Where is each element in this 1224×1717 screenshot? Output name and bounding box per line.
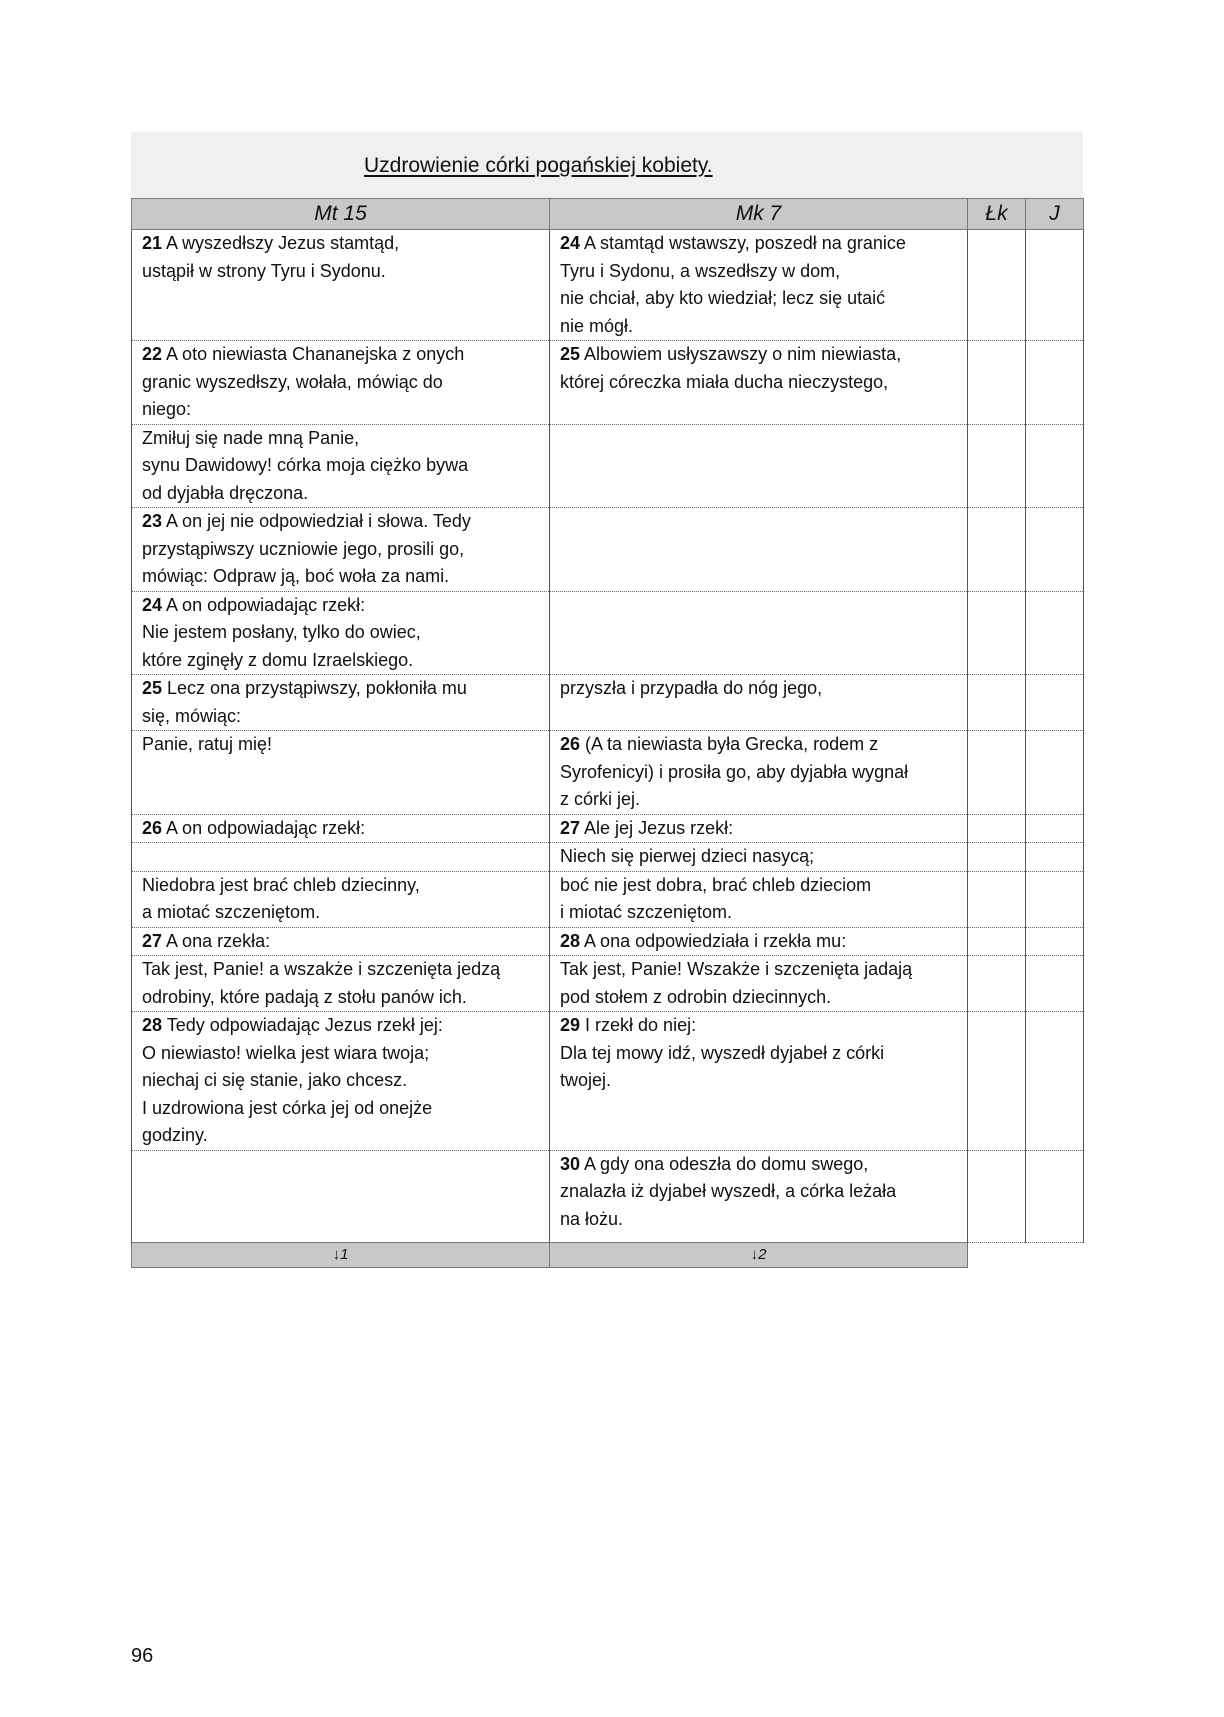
mt-cell [132,424,550,508]
verse-text: A on jej nie odpowiedział i słowa. Tedy przystąpiwszy uczniowie jego, prosili go, mówiąc: Odpraw ją, boć woła za nami. [142,511,471,586]
verse-number: 25 [560,344,581,364]
verse-number: 28 [142,1015,163,1035]
mk-cell [550,424,968,508]
footer-empty [968,1242,1026,1267]
j-cell [1026,1150,1084,1242]
mt-cell [132,341,550,425]
header-row [132,199,1084,230]
j-cell [1026,956,1084,1012]
lk-cell [968,1150,1026,1242]
verse-number: 30 [560,1153,581,1174]
verse-text: Albowiem usłyszawszy o nim niewiasta, której córeczka miała ducha nieczystego, [560,344,902,392]
mt-cell [132,591,550,675]
j-cell [1026,341,1084,425]
j-cell [1026,814,1084,843]
lk-cell [968,1012,1026,1151]
verse-number: 27 [142,930,163,951]
table-row [132,341,1084,425]
verse-text: (A ta niewiasta była Grecka, rodem z Syrofenicyi) i prosiła go, aby dyjabła wygnał z córki jej. [560,734,909,809]
header-j: J [1026,199,1084,230]
mk-cell [550,230,968,341]
mk-cell [550,927,968,956]
verse-number: 24 [560,233,581,253]
verse-text: A ona rzekła: [162,930,271,951]
j-cell [1026,731,1084,815]
j-cell [1026,508,1084,592]
mt-cell [132,1012,550,1151]
mk-cell [550,341,968,425]
verse-text: A stamtąd wstawszy, poszedł na granice Tyru i Sydonu, a wszedłszy w dom, nie chciał, aby kto wiedział; lecz się utaić nie mógł. [560,233,906,336]
table-row [132,871,1084,927]
table-row [132,1150,1084,1242]
footer-mt: ↓1 [132,1242,550,1267]
j-cell [1026,843,1084,872]
page-title: Uzdrowienie córki pogańskiej kobiety. [364,154,713,177]
mk-cell [550,814,968,843]
footer-mk: ↓2 [550,1242,968,1267]
verse-text: I rzekł do niej: Dla tej mowy idź, wyszedł dyjabeł z córki twojej. [560,1015,885,1090]
mt-cell [132,871,550,927]
j-cell [1026,424,1084,508]
footer-row [132,1242,1084,1267]
mt-cell [132,843,550,872]
mt-cell [132,814,550,843]
mk-cell [550,843,968,872]
verse-text: A on odpowiadając rzekł: [162,817,366,838]
table-row [132,843,1084,872]
j-cell [1026,871,1084,927]
synopsis-table [131,198,1084,1268]
page-number: 96 [131,1645,154,1667]
mk-cell [550,1150,968,1242]
lk-cell [968,927,1026,956]
verse-text: boć nie jest dobra, brać chleb dzieciom i miotać szczeniętom. [560,874,872,922]
title-band [131,132,1083,198]
mk-cell [550,1012,968,1151]
lk-cell [968,591,1026,675]
verse-number: 21 [142,233,163,253]
footer-empty [1026,1242,1084,1267]
lk-cell [968,871,1026,927]
verse-number: 24 [142,594,163,615]
lk-cell [968,843,1026,872]
table-row [132,424,1084,508]
verse-text: Tak jest, Panie! Wszakże i szczenięta jadają pod stołem z odrobin dziecinnych. [560,959,913,1007]
j-cell [1026,927,1084,956]
header-mk: Mk 7 [550,199,968,230]
mk-cell [550,871,968,927]
verse-text: Niedobra jest brać chleb dziecinny, a miotać szczeniętom. [142,874,420,922]
verse-number: 27 [560,817,581,838]
verse-text: A on odpowiadając rzekł: Nie jestem posłany, tylko do owiec, które zginęły z domu Izraelskiego. [142,594,421,670]
j-cell [1026,675,1084,731]
table-row [132,230,1084,341]
mt-cell [132,1150,550,1242]
mt-cell [132,508,550,592]
verse-text: A ona odpowiedziała i rzekła mu: [580,930,847,951]
table-row [132,1012,1084,1151]
mt-cell [132,927,550,956]
verse-text: przyszła i przypadła do nóg jego, [560,678,823,698]
verse-number: 28 [560,930,581,951]
verse-text: Zmiłuj się nade mną Panie, synu Dawidowy! córka moja ciężko bywa od dyjabła dręczona. [142,427,469,503]
table-row [132,731,1084,815]
table-row [132,927,1084,956]
verse-text: Tak jest, Panie! a wszakże i szczenięta jedzą odrobiny, które padają z stołu panów ich. [142,959,501,1007]
verse-number: 26 [560,734,581,754]
verse-text: A wyszedłszy Jezus stamtąd, ustąpił w strony Tyru i Sydonu. [142,233,400,281]
lk-cell [968,675,1026,731]
j-cell [1026,1012,1084,1151]
table-row [132,956,1084,1012]
lk-cell [968,731,1026,815]
mt-cell [132,675,550,731]
verse-number: 26 [142,817,163,838]
verse-text: A oto niewiasta Chananejska z onych granic wyszedłszy, wołała, mówiąc do niego: [142,344,465,419]
table-row [132,591,1084,675]
verse-text: Niech się pierwej dzieci nasycą; [560,846,815,866]
j-cell [1026,230,1084,341]
mk-cell [550,956,968,1012]
verse-text: Lecz ona przystąpiwszy, pokłoniła mu się, mówiąc: [142,678,467,726]
lk-cell [968,341,1026,425]
verse-number: 23 [142,511,163,531]
header-mt: Mt 15 [132,199,550,230]
verse-number: 25 [142,678,163,698]
lk-cell [968,814,1026,843]
table-row [132,508,1084,592]
mt-cell [132,956,550,1012]
mk-cell [550,591,968,675]
mt-cell [132,230,550,341]
lk-cell [968,508,1026,592]
mk-cell [550,675,968,731]
table-row [132,814,1084,843]
j-cell [1026,591,1084,675]
lk-cell [968,424,1026,508]
header-lk: Łk [968,199,1026,230]
verse-number: 22 [142,344,163,364]
verse-number: 29 [560,1015,581,1035]
table-row [132,675,1084,731]
mt-cell [132,731,550,815]
lk-cell [968,956,1026,1012]
mk-cell [550,731,968,815]
lk-cell [968,230,1026,341]
mk-cell [550,508,968,592]
verse-text: Tedy odpowiadając Jezus rzekł jej: O niewiasto! wielka jest wiara twoja; niechaj ci się stanie, jako chcesz. I uzdrowiona jest córka jej od onejże godziny. [142,1015,443,1145]
verse-text: Ale jej Jezus rzekł: [580,817,734,838]
verse-text: Panie, ratuj mię! [142,734,273,754]
verse-text: A gdy ona odeszła do domu swego, znalazła iż dyjabeł wyszedł, a córka leżała na łożu. [560,1153,897,1229]
